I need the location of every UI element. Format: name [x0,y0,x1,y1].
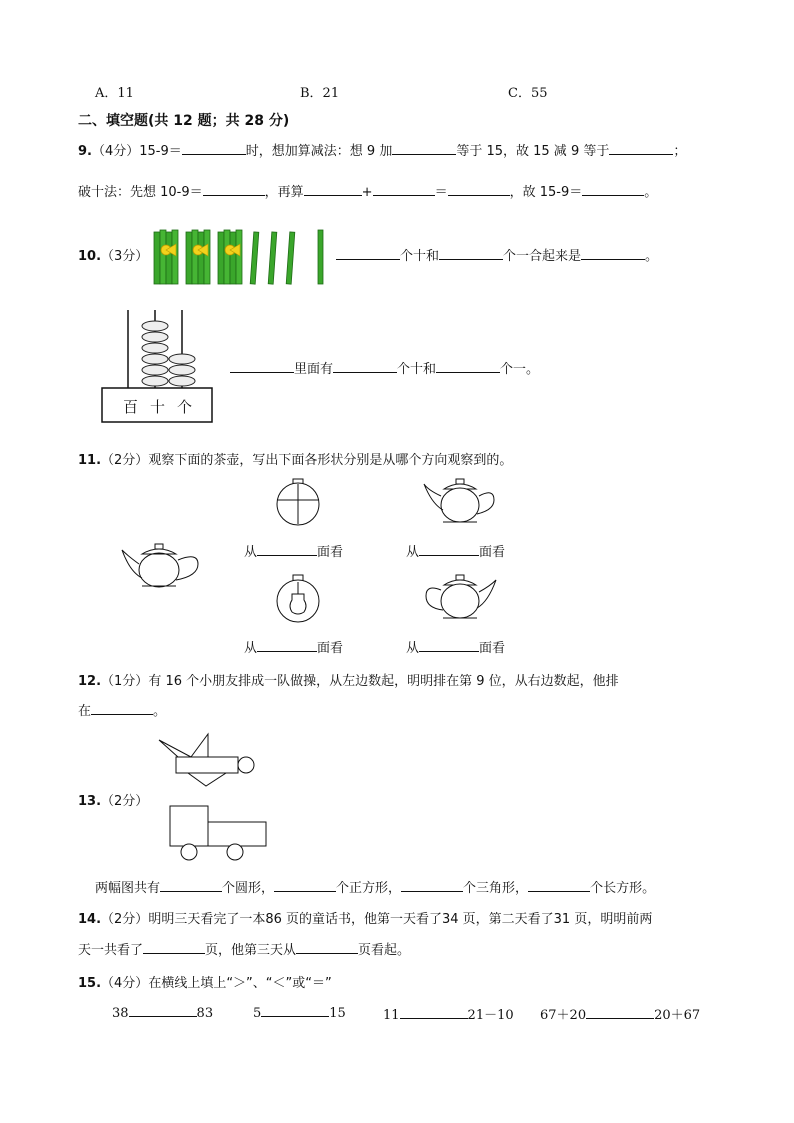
shape-truck-image [168,804,270,862]
answer-blank[interactable] [257,543,317,556]
answer-blank[interactable] [581,247,645,260]
answer-blank[interactable] [261,1004,329,1017]
q9-text: ＝ [434,185,448,200]
q9-text: 等于 15，故 15 减 9 等于 [456,144,610,159]
q11-text: 面看 [317,545,344,560]
q10-abacus-text [230,358,539,377]
q13-text: 个正方形， [336,881,402,896]
answer-blank[interactable] [419,639,479,652]
q13-text: 个长方形。 [590,881,656,896]
single-stick [268,232,277,284]
teapot-top-view-image [272,478,324,526]
q15-right: 21－10 [467,1008,514,1023]
q11-number: 11. [78,453,102,468]
q15-left: 67＋20 [540,1008,587,1023]
q9-text: 。 [644,185,658,200]
q15-right: 83 [196,1006,214,1021]
answer-blank[interactable] [392,142,456,155]
answer-blank[interactable] [160,879,222,892]
q10-text: 。 [645,249,659,264]
q12-score: （1分） [101,674,149,689]
answer-blank[interactable] [129,1004,197,1017]
stick-bundle-3 [218,230,242,284]
option-c: C．55 [508,86,548,101]
q10-text: 个一。 [500,362,540,377]
answer-blank[interactable] [336,247,400,260]
q9-text: + [361,185,373,200]
q13-label [78,790,148,809]
q11-prompt [78,449,512,468]
tens-beads [142,321,168,386]
q9-text: 时，想加算减法：想 9 加 [245,144,393,159]
q15-text: 在横线上填上“＞”、“＜”或“＝” [148,976,332,991]
option-b: B．21 [300,86,340,101]
q15-left: 11 [383,1008,400,1023]
q14-text: 明明三天看完了一本86 页的童话书，他第一天看了34 页，第二天看了31 页，明明前两 [148,912,653,927]
q9-line1 [78,140,686,159]
q14-text: 页，他第三天从 [205,943,297,958]
teapot-main-image [120,542,204,592]
answer-blank[interactable] [257,639,317,652]
q10-text: 个十和 [397,362,437,377]
q15-left: 5 [253,1006,262,1021]
answer-blank[interactable] [373,183,435,196]
shape-plane-image [156,732,258,788]
q10-label [78,245,148,264]
q11-text: 面看 [479,545,506,560]
section-title: 二、填空题(共 12 题；共 28 分) [78,113,290,129]
answer-blank[interactable] [436,360,500,373]
q15-prompt [78,972,332,991]
q9-text: ，再算 [264,185,304,200]
q12-text: 。 [153,704,167,719]
answer-blank[interactable] [274,879,336,892]
q13-text: 个圆形， [222,881,275,896]
q13-score: （2分） [101,794,149,809]
answer-blank[interactable] [230,360,294,373]
q13-text: 个三角形， [463,881,529,896]
q11-answer-2 [406,541,505,560]
q15-item-2 [253,1004,346,1021]
q11-text: 观察下面的茶壶，写出下面各形状分别是从哪个方向观察到的。 [148,453,513,468]
stick-bundle-2 [186,230,210,284]
teapot-back-view-image [272,574,324,622]
single-stick [250,232,259,284]
q15-score: （4分） [101,976,149,991]
q10-text: 里面有 [294,362,334,377]
single-stick [318,230,323,284]
q9-score: （4分） [91,144,140,159]
stick-bundle-1 [154,230,178,284]
q11-text: 从 [244,545,258,560]
q10-score: （3分） [101,249,149,264]
q13-text-line [95,877,655,896]
q9-text: ； [673,144,687,159]
q15-item-4 [540,1004,700,1023]
q11-text: 面看 [317,641,344,656]
abacus-label-ones: 个 [177,398,193,416]
q12-line2 [78,700,166,719]
q10-text: 个十和 [400,249,440,264]
q11-text: 面看 [479,641,506,656]
answer-blank[interactable] [333,360,397,373]
q9-text: 15-9＝ [139,144,182,159]
q9-line2 [78,181,657,200]
abacus-label-hundreds: 百 [123,398,139,416]
answer-blank[interactable] [439,247,503,260]
q15-right: 20＋67 [654,1008,701,1023]
answer-blank[interactable] [203,183,265,196]
sticks-image [152,226,332,288]
answer-blank[interactable] [182,142,246,155]
q15-right: 15 [329,1006,346,1021]
q12-line1 [78,670,619,689]
q10-sticks-text [336,245,658,264]
answer-blank[interactable] [296,941,358,954]
q14-line1 [78,908,652,927]
answer-blank[interactable] [91,702,153,715]
q11-text: 从 [406,641,420,656]
answer-blank[interactable] [419,543,479,556]
q9-number: 9. [78,144,92,159]
q14-number: 14. [78,912,102,927]
answer-blank[interactable] [401,879,463,892]
q11-score: （2分） [101,453,149,468]
answer-blank[interactable] [528,879,590,892]
q11-text: 从 [406,545,420,560]
q10-text: 个一合起来是 [503,249,582,264]
q13-number: 13. [78,794,102,809]
q12-number: 12. [78,674,102,689]
q15-item-1 [112,1004,213,1021]
answer-blank[interactable] [586,1006,654,1019]
q15-left: 38 [112,1006,129,1021]
q13-text: 两幅图共有 [95,881,161,896]
q15-item-3 [383,1004,514,1023]
abacus-label-tens: 十 [150,398,166,416]
answer-blank[interactable] [304,183,362,196]
teapot-side-view-image [422,574,498,622]
q11-answer-4 [406,637,505,656]
q11-answer-3 [244,637,343,656]
q14-score: （2分） [101,912,149,927]
single-stick [286,232,295,284]
q11-answer-1 [244,541,343,560]
q9-text: 破十法：先想 10-9＝ [78,185,203,200]
q14-text: 页看起。 [358,943,411,958]
q11-text: 从 [244,641,258,656]
answer-blank[interactable] [582,183,644,196]
answer-blank[interactable] [609,142,673,155]
q14-line2 [78,939,410,958]
q12-text: 在 [78,704,92,719]
ones-beads [169,354,195,386]
q14-text: 天一共看了 [78,943,144,958]
q10-number: 10. [78,249,102,264]
q12-text: 有 16 个小朋友排成一队做操，从左边数起，明明排在第 9 位，从右边数起，他排 [148,674,619,689]
teapot-front-view-image [422,478,498,526]
answer-blank[interactable] [143,941,205,954]
q9-text: ，故 15-9＝ [509,185,583,200]
option-a: A．11 [95,86,134,101]
answer-blank[interactable] [448,183,510,196]
answer-blank[interactable] [400,1006,468,1019]
q15-number: 15. [78,976,102,991]
